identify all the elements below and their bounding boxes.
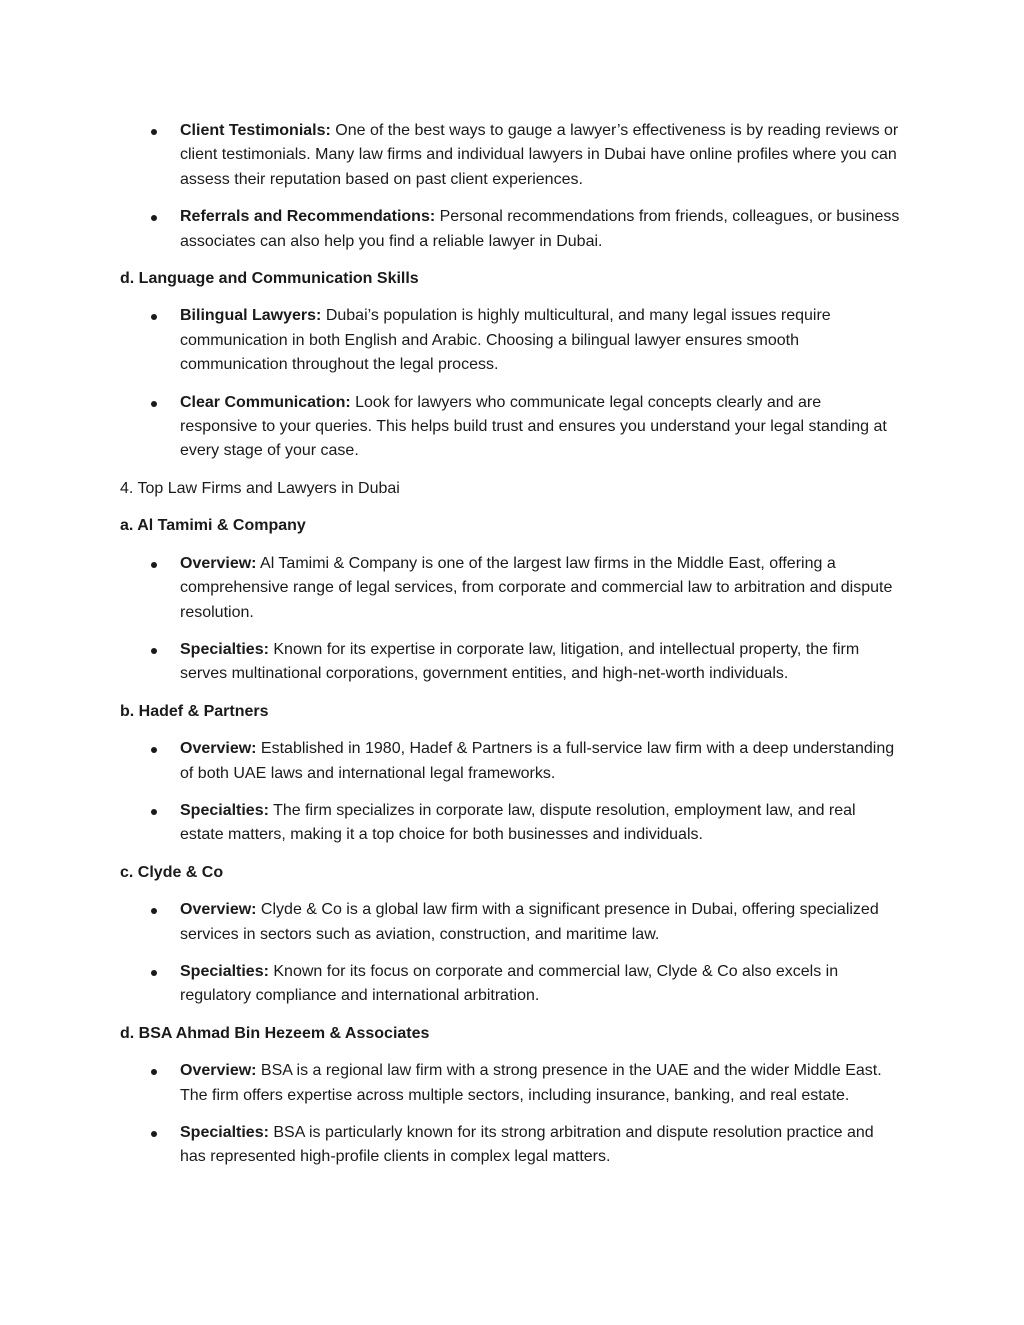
section-heading: b. Hadef & Partners (120, 702, 269, 720)
bullet-icon (151, 1069, 157, 1075)
bullet-list (120, 1059, 900, 1170)
bullet-icon (151, 314, 157, 320)
list-item (120, 304, 900, 377)
bullet-term: Specialties: (180, 962, 269, 980)
list-item (120, 119, 900, 192)
list-item (120, 205, 900, 254)
bullet-text: Established in 1980, Hadef & Partners is a full-service law firm with a deep understanding of both UAE laws and international legal frameworks. (180, 740, 895, 782)
bullet-term: Bilingual Lawyers: (180, 307, 322, 325)
bullet-list (120, 737, 900, 848)
bullet-term: Overview: (180, 740, 257, 758)
list-item (120, 1121, 900, 1170)
bullet-text: The firm specializes in corporate law, dispute resolution, employment law, and real estate matters, making it a top choice for both businesses and individuals. (180, 801, 856, 844)
section-heading: a. Al Tamimi & Company (120, 517, 306, 535)
bullet-text: Known for its expertise in corporate law, litigation, and intellectual property, the firm serves multinational corporations, government entities, and high-net-worth individuals. (180, 640, 860, 683)
bullet-icon (151, 648, 157, 654)
list-item (120, 391, 900, 464)
list-item (120, 737, 900, 786)
bullet-text: Personal recommendations from friends, colleagues, or business associates can also help you find a reliable lawyer in Dubai. (180, 208, 900, 250)
section-heading: d. Language and Communication Skills (120, 270, 419, 288)
bullet-term: Clear Communication: (180, 393, 351, 411)
bullet-term: Client Testimonials: (180, 122, 331, 139)
list-item (120, 799, 900, 848)
bullet-list (120, 898, 900, 1009)
section-heading: 4. Top Law Firms and Lawyers in Dubai (120, 479, 400, 497)
bullet-term: Specialties: (180, 801, 269, 819)
bullet-icon (151, 1131, 157, 1137)
bullet-list (120, 552, 900, 687)
bullet-text: One of the best ways to gauge a lawyer’s effectiveness is by reading reviews or client testimonials. Many law firms and individual lawyers in Dubai have online profiles where you can assess their reputation based on past client experiences. (180, 122, 899, 188)
bullet-term: Overview: (180, 1062, 257, 1080)
bullet-icon (151, 809, 157, 815)
list-item (120, 552, 900, 625)
bullet-term: Overview: (180, 554, 257, 572)
bullet-text: BSA is a regional law firm with a strong presence in the UAE and the wider Middle East. The firm offers expertise across multiple sectors, including insurance, banking, and real estate. (180, 1062, 882, 1104)
bullet-text: Look for lawyers who communicate legal concepts clearly and are responsive to your queries. This helps build trust and ensures you understand your legal standing at every stage of your case. (180, 393, 887, 460)
bullet-text: Known for its focus on corporate and commercial law, Clyde & Co also excels in regulatory compliance and international arbitration. (180, 962, 839, 1005)
list-item (120, 960, 900, 1009)
bullet-icon (151, 970, 157, 976)
bullet-text: BSA is particularly known for its strong arbitration and dispute resolution practice and has represented high-profile clients in complex legal matters. (180, 1124, 874, 1166)
document-body (120, 119, 900, 1183)
bullet-icon (151, 129, 157, 135)
bullet-icon (151, 747, 157, 753)
bullet-term: Referrals and Recommendations: (180, 208, 436, 226)
bullet-icon (151, 908, 157, 914)
list-item (120, 898, 900, 947)
bullet-icon (151, 562, 157, 568)
bullet-icon (151, 215, 157, 221)
bullet-term: Overview: (180, 901, 257, 919)
section-heading: c. Clyde & Co (120, 863, 224, 881)
bullet-text: Al Tamimi & Company is one of the largest law firms in the Middle East, offering a comprehensive range of legal services, from corporate and commercial law to arbitration and dispute resolution. (180, 554, 893, 621)
list-item (120, 1059, 900, 1108)
bullet-icon (151, 401, 157, 407)
bullet-text: Clyde & Co is a global law firm with a significant presence in Dubai, offering specialized services in sectors such as aviation, construction, and maritime law. (180, 901, 879, 943)
bullet-term: Specialties: (180, 640, 269, 658)
bullet-text: Dubai’s population is highly multicultural, and many legal issues require communication in both English and Arabic. Choosing a bilingual lawyer ensures smooth communication throughout the legal process. (180, 307, 831, 374)
bullet-term: Specialties: (180, 1124, 269, 1141)
section-heading: d. BSA Ahmad Bin Hezeem & Associates (120, 1024, 430, 1042)
bullet-list (120, 119, 900, 254)
list-item (120, 638, 900, 687)
bullet-list (120, 304, 900, 463)
